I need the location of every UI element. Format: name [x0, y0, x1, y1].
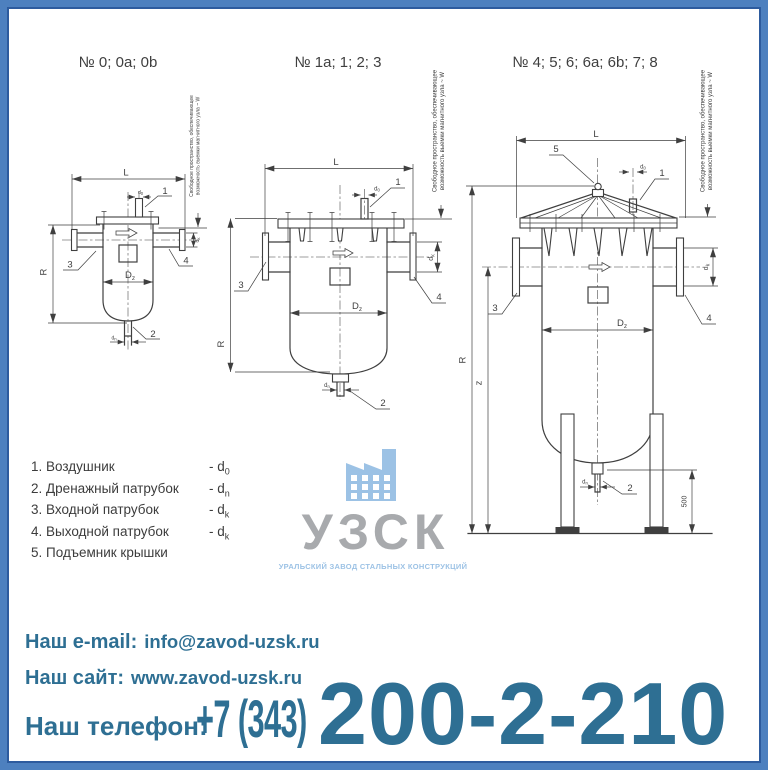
legend-name: Воздушник	[46, 459, 115, 474]
part-number-2: 2	[150, 329, 156, 340]
dim-label-dn: $d_n$	[111, 335, 117, 342]
legend-num: 4.	[31, 523, 43, 539]
legend-value: - $d_k$	[209, 502, 230, 520]
company-logo	[278, 449, 468, 571]
dim-label-R: R	[216, 340, 227, 348]
legend-name: Выходной патрубок	[46, 523, 169, 539]
phone-prefix: +7 (343)	[196, 690, 307, 749]
part-number-2: 2	[627, 483, 633, 494]
logo-abbr: УЗСК	[301, 504, 450, 560]
cone-nozzles-drain-ground	[468, 194, 712, 534]
drain-collar	[592, 463, 603, 474]
lifting-eye	[595, 183, 601, 189]
magnet-box	[588, 287, 608, 303]
legend-num: 1.	[31, 459, 43, 474]
dim-label-Dz: $D_z$	[351, 301, 363, 313]
flow-arrow	[589, 263, 610, 272]
dim-label-dn: dn	[582, 479, 588, 486]
site-value[interactable]: www.zavod-uzsk.ru	[131, 667, 303, 688]
vessel-body	[290, 228, 387, 374]
drawing1-title: № 0; 0a; 0b	[78, 54, 158, 71]
flange-gussets	[299, 228, 378, 241]
legend-item	[31, 521, 261, 543]
email-row	[25, 631, 320, 654]
nozzle-flange-right	[677, 238, 684, 296]
legend-value: - $d_0$	[209, 459, 230, 477]
top-flange	[278, 219, 404, 228]
dim-label-dk: $d_k$	[195, 237, 201, 243]
drain-collar	[333, 374, 349, 382]
nozzle-flange-right	[410, 233, 416, 280]
dim-label-d0: d0	[374, 186, 380, 193]
dim-label-z: z	[473, 380, 485, 386]
legend-num: 5.	[31, 545, 43, 560]
part-number-1: 1	[162, 186, 168, 197]
legend-num: 2.	[31, 480, 43, 496]
leg-right	[650, 414, 663, 527]
free-space-note-line2: возможность выемки магнитного узла ~ W	[195, 96, 202, 196]
dim-label-Dz: $D_z$	[124, 270, 136, 282]
dim-label-d0: d0	[640, 164, 646, 171]
dim-label-Dz: $D_z$	[616, 318, 628, 330]
logo-tagline: УРАЛЬСКИЙ ЗАВОД СТАЛЬНЫХ КОНСТРУКЦИЙ	[278, 562, 468, 571]
dim-label-dk: $d_k$	[428, 254, 437, 261]
legend-item	[31, 542, 261, 564]
dim-label-R: R	[38, 268, 50, 276]
part-number-5: 5	[553, 144, 559, 155]
drawing-large-models	[458, 54, 719, 534]
centerlines	[482, 158, 700, 505]
free-space-note-line2: возможность выемки магнитного узла ~ W	[440, 71, 446, 191]
parts-legend	[31, 456, 261, 564]
pipe-flange-left	[72, 230, 78, 251]
dim-label-L: L	[123, 167, 129, 179]
part-number-1: 1	[659, 168, 665, 179]
legend-item	[31, 456, 261, 478]
legend-item	[31, 478, 261, 500]
part-number-4: 4	[706, 313, 712, 324]
leg-left	[561, 414, 574, 527]
leader-lines	[488, 155, 716, 494]
pipe-flange-right	[180, 230, 186, 251]
free-space-note-line1: Свободное пространство, обеспечивающее	[432, 69, 439, 193]
flow-arrow	[116, 229, 137, 238]
email-label: Наш e-mail:	[25, 631, 138, 653]
part-number-4: 4	[183, 255, 189, 267]
drawing3-title: № 4; 5; 6; 6a; 6b; 7; 8	[512, 54, 658, 71]
part-number-4: 4	[436, 292, 442, 303]
drawing-small-models	[39, 54, 208, 352]
phone-label: Наш телефон:	[25, 711, 208, 741]
centerlines	[250, 185, 432, 400]
top-flange	[97, 217, 159, 224]
dim-label-R: R	[457, 356, 469, 364]
drawing-medium-models	[216, 54, 452, 409]
part-number-2: 2	[380, 398, 386, 409]
phone-number: 200-2-210	[318, 664, 729, 763]
part-number-3: 3	[492, 303, 498, 314]
email-value[interactable]: info@zavod-uzsk.ru	[144, 631, 320, 652]
legend-name: Дренажный патрубок	[46, 480, 179, 496]
part-number-1: 1	[395, 177, 401, 188]
legend-name: Подъемник крышки	[46, 545, 168, 560]
part-number-3: 3	[67, 259, 73, 271]
nozzle-flange-left	[263, 233, 269, 280]
legend-num: 3.	[31, 502, 43, 517]
site-label: Наш сайт:	[25, 667, 125, 689]
free-space-note-line2: возможность выемки магнитного узла ~ W	[708, 71, 714, 191]
lift-neck	[593, 190, 604, 197]
legend-name: Входной патрубок	[46, 502, 159, 517]
flow-arrow	[333, 249, 353, 258]
base-plate-left	[556, 527, 580, 534]
legend-value: - $d_k$	[209, 523, 230, 542]
dim-label-dk: $d_k$	[703, 263, 712, 271]
site-row	[25, 667, 302, 690]
legend-item	[31, 499, 261, 521]
dim-label-L: L	[593, 129, 599, 140]
free-space-note-line1: Свободное пространство, обеспечивающее	[189, 95, 195, 197]
dim-label-dn: dn	[324, 383, 330, 390]
dim-label-d0: $d_0$	[137, 190, 144, 196]
nozzle-flange-left	[513, 238, 520, 296]
dim-label-L: L	[333, 157, 339, 168]
base-plate-right	[645, 527, 669, 534]
air-vent	[136, 199, 143, 218]
legend-value: - $d_n$	[209, 480, 230, 499]
factory-icon	[341, 449, 405, 505]
free-space-note-line1: Свободное пространство, обеспечивающее	[700, 69, 707, 193]
dim-label-500: 500	[681, 495, 689, 508]
flange-gussets	[544, 228, 652, 256]
drawing2-title: № 1a; 1; 2; 3	[294, 54, 382, 71]
part-number-3: 3	[238, 280, 244, 291]
